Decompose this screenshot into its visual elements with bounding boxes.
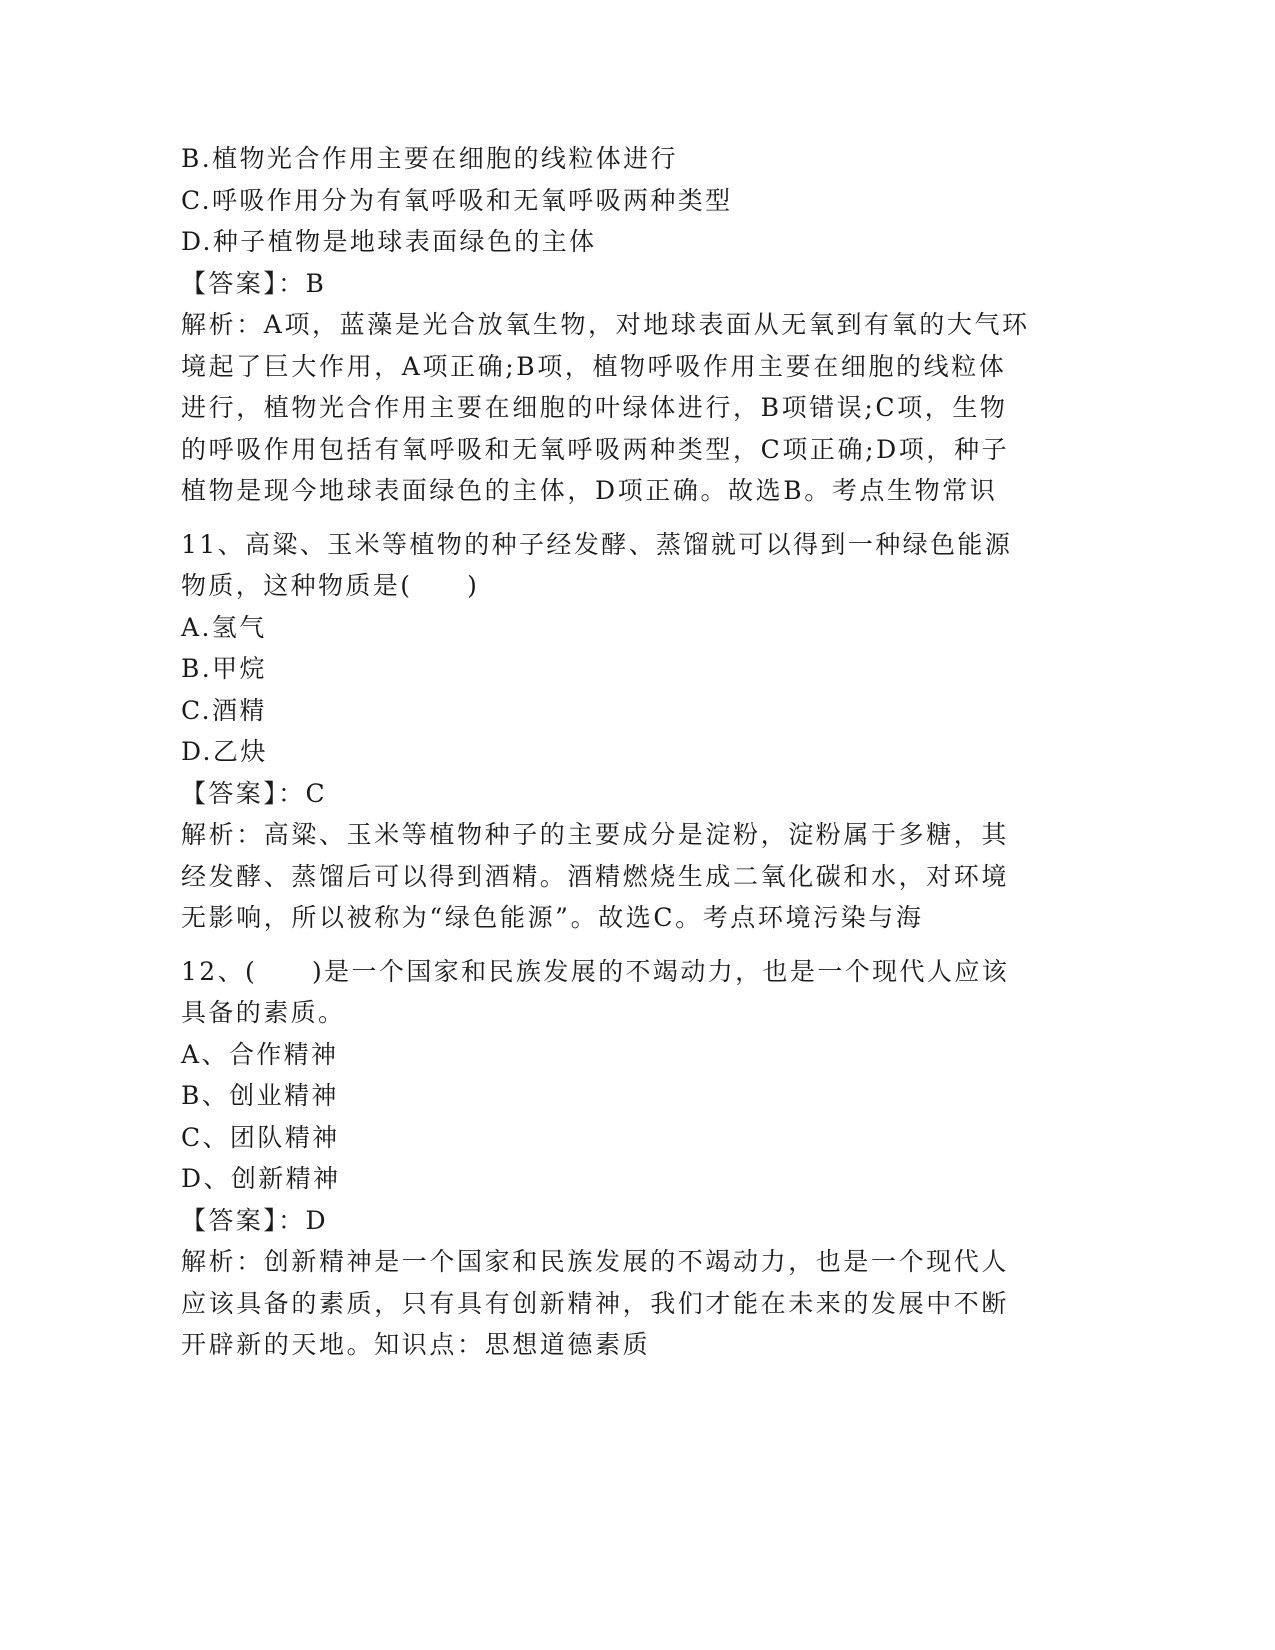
option-a: A.氢气 (181, 612, 267, 642)
option-b: B.甲烷 (181, 654, 267, 683)
explanation-line: 植物是现今地球表面绿色的主体，D项正确。故选B。考点生物常识 (181, 476, 998, 505)
option-d: D.乙炔 (181, 737, 268, 766)
option-a: A、合作精神 (181, 1039, 339, 1069)
document-page (181, 138, 1061, 1366)
question-stem: 物质，这种物质是( ) (181, 571, 480, 600)
explanation-line: 无影响，所以被称为“绿色能源”。故选C。考点环境污染与海 (181, 903, 924, 932)
question-12 (181, 951, 1061, 1366)
explanation-line: 解析：A项，蓝藻是光合放氧生物，对地球表面从无氧到有氧的大气环 (181, 310, 1030, 339)
option-d: D.种子植物是地球表面绿色的主体 (181, 227, 597, 256)
explanation (181, 1241, 1061, 1366)
explanation-line: 解析：高粱、玉米等植物种子的主要成分是淀粉，淀粉属于多糖，其 (181, 820, 1010, 849)
question-stem: 11、高粱、玉米等植物的种子经发酵、蒸馏就可以得到一种绿色能源 (181, 529, 1013, 559)
option-c: C、团队精神 (181, 1122, 340, 1152)
question-stem: 12、( )是一个国家和民族发展的不竭动力，也是一个现代人应该 (181, 956, 1010, 986)
explanation-line: 解析：创新精神是一个国家和民族发展的不竭动力，也是一个现代人 (181, 1247, 1010, 1276)
explanation (181, 304, 1061, 512)
answer-line: 【答案】：D (181, 1205, 328, 1235)
answer-line: 【答案】：B (181, 268, 327, 298)
question-10-tail (181, 138, 1061, 512)
explanation-line: 开辟新的天地。知识点：思想道德素质 (181, 1330, 651, 1359)
option-c: C.呼吸作用分为有氧呼吸和无氧呼吸两种类型 (181, 185, 733, 215)
option-c: C.酒精 (181, 695, 267, 725)
explanation (181, 814, 1061, 939)
option-b: B、创业精神 (181, 1081, 339, 1110)
explanation-line: 的呼吸作用包括有氧呼吸和无氧呼吸两种类型，C项正确;D项，种子 (181, 434, 1010, 464)
question-11 (181, 524, 1061, 939)
block-spacer (181, 939, 1061, 951)
explanation-line: 境起了巨大作用，A项正确;B项，植物呼吸作用主要在细胞的线粒体 (181, 351, 1007, 381)
explanation-line: 应该具备的素质，只有具有创新精神，我们才能在未来的发展中不断 (181, 1288, 1010, 1318)
block-spacer (181, 512, 1061, 524)
explanation-line: 经发酵、蒸馏后可以得到酒精。酒精燃烧生成二氧化碳和水，对环境 (181, 861, 1010, 891)
explanation-line: 进行，植物光合作用主要在细胞的叶绿体进行，B项错误;C项，生物 (181, 393, 1008, 422)
question-stem: 具备的素质。 (181, 998, 346, 1027)
option-b: B.植物光合作用主要在细胞的线粒体进行 (181, 144, 678, 173)
answer-line: 【答案】：C (181, 778, 328, 808)
option-d: D、创新精神 (181, 1164, 341, 1193)
